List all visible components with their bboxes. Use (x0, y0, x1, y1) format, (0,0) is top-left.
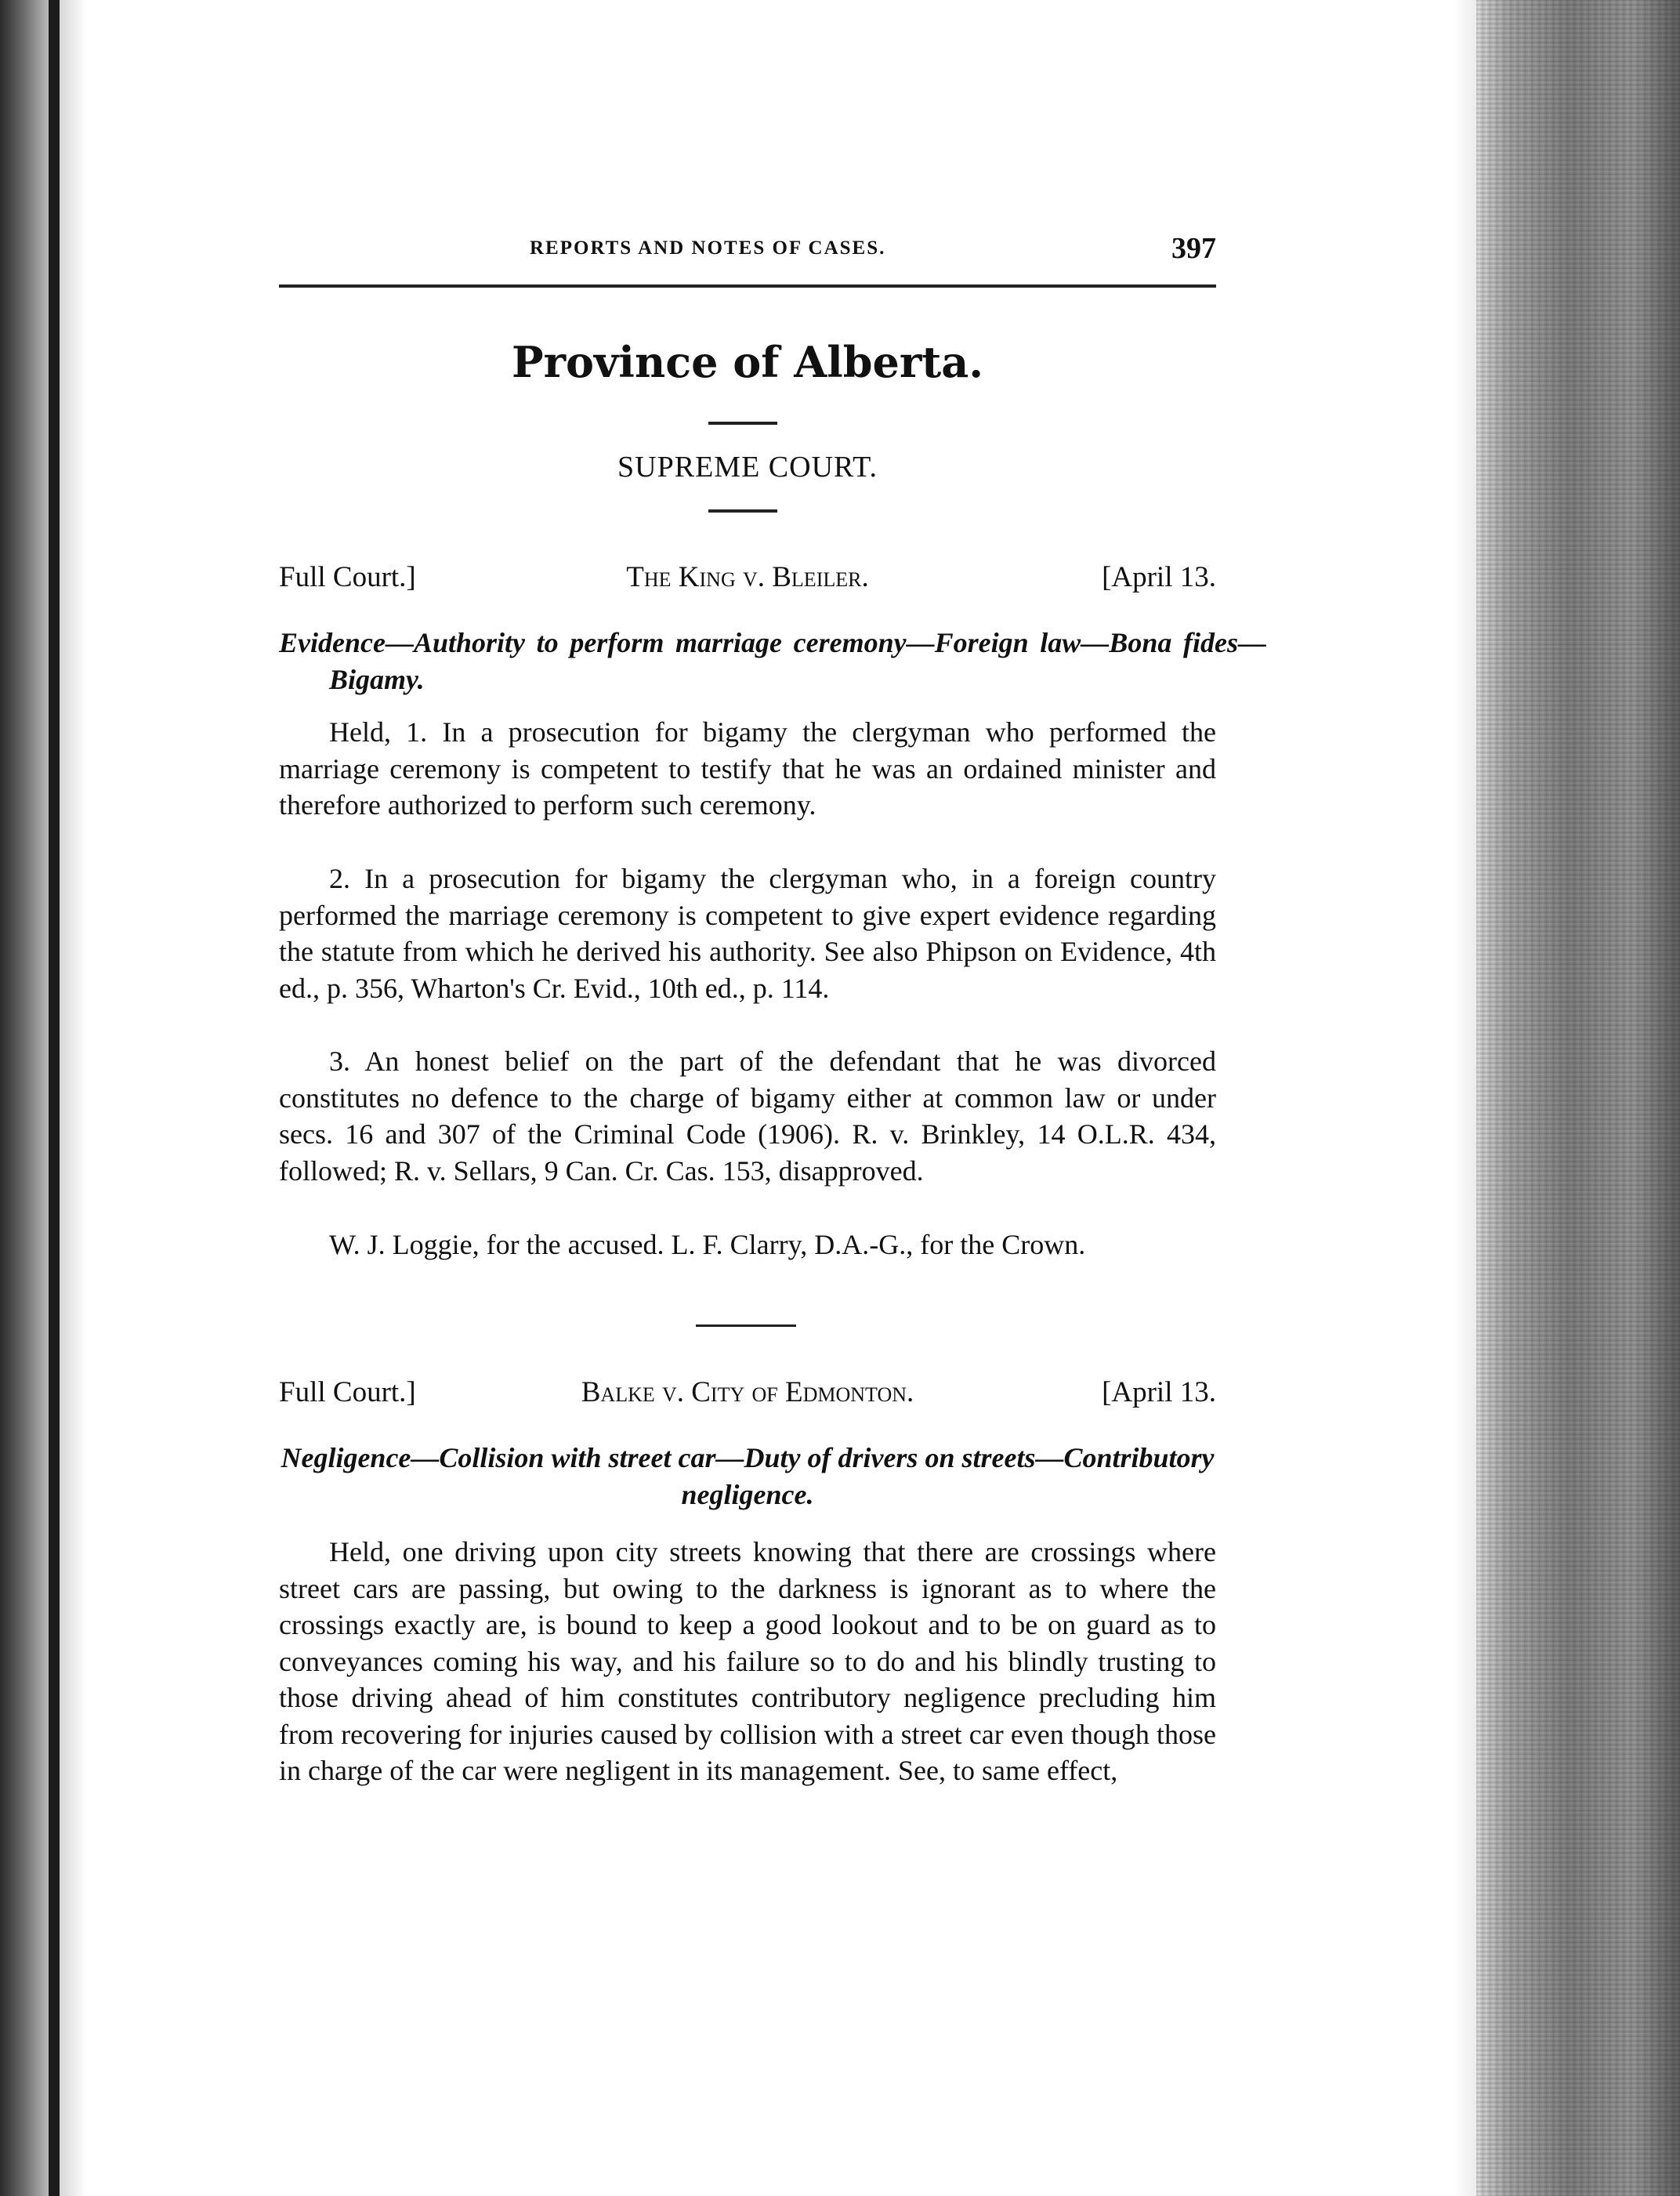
case-court: Full Court.] (279, 561, 416, 593)
catchwords: Negligence—Collision with street car—Duty of drivers on streets—Contributory negligence. (281, 1442, 1215, 1510)
running-head (279, 231, 1216, 270)
case-date: [April 13. (1102, 1376, 1216, 1408)
held-paragraph: 3. An honest belief on the part of the defendant that he was divorced constitutes no defence to the charge of bigamy either at common law or under secs. 16 and 307 of the Criminal Code (1906). R. v. Brinkley, 14 O.L.R. 434, followed; R. v. Sellars, 9 Can. Cr. Cas. 153, disapproved. (279, 1045, 1216, 1187)
case-title: Balke v. City of Edmonton. (581, 1376, 914, 1408)
case-title: The King v. Bleiler. (626, 561, 869, 593)
case-heading (279, 1375, 1216, 1415)
header-rule (279, 284, 1216, 288)
scan-right-margin (1476, 0, 1680, 2196)
counsel-paragraph: W. J. Loggie, for the accused. L. F. Clarry, D.A.-G., for the Crown. (329, 1229, 1086, 1260)
case-heading (279, 560, 1216, 600)
page-number: 397 (1171, 232, 1216, 265)
held-paragraph: Held, one driving upon city streets knowing that there are crossings where street cars are passing, but owing to the darkness is ignorant as to where the crossings exactly are, is bound to keep a good lookout and to be on guard as to conveyances coming his way, and his failure so to do and his blindly trusting to those driving ahead of him constitutes contributory negligence precluding him from recovering for injuries caused by collision with a street car even though those in charge of the car were negligent in its management. See, to same effect, (279, 1536, 1216, 1786)
catchwords: Evidence—Authority to perform marriage ceremony—Foreign law—Bona fides—Bigamy. (279, 627, 1266, 695)
divider-rule (708, 422, 777, 425)
scan-left-margin (0, 0, 86, 2196)
held-paragraph: Held, 1. In a prosecution for bigamy the clergyman who performed the marriage ceremony is competent to testify that he was an ordained minister and therefore authorized to perform such ceremony. (279, 716, 1216, 821)
case-court: Full Court.] (279, 1376, 416, 1408)
held-paragraph: 2. In a prosecution for bigamy the clergyman who, in a foreign country performed the marriage ceremony is competent to give expert evidence regarding the statute from which he derived his authority. See also Phipson on Evidence, 4th ed., p. 356, Wharton's Cr. Evid., 10th ed., p. 114. (279, 863, 1216, 1004)
divider-rule (696, 1324, 796, 1327)
case-date: [April 13. (1102, 561, 1216, 593)
court-heading: SUPREME COURT. (617, 451, 878, 484)
running-title: REPORTS AND NOTES OF CASES. (530, 237, 886, 259)
book-page (279, 0, 1266, 2196)
scan-left-edge (49, 0, 60, 2196)
divider-rule (708, 509, 777, 513)
province-heading: Province of Alberta. (511, 337, 983, 387)
